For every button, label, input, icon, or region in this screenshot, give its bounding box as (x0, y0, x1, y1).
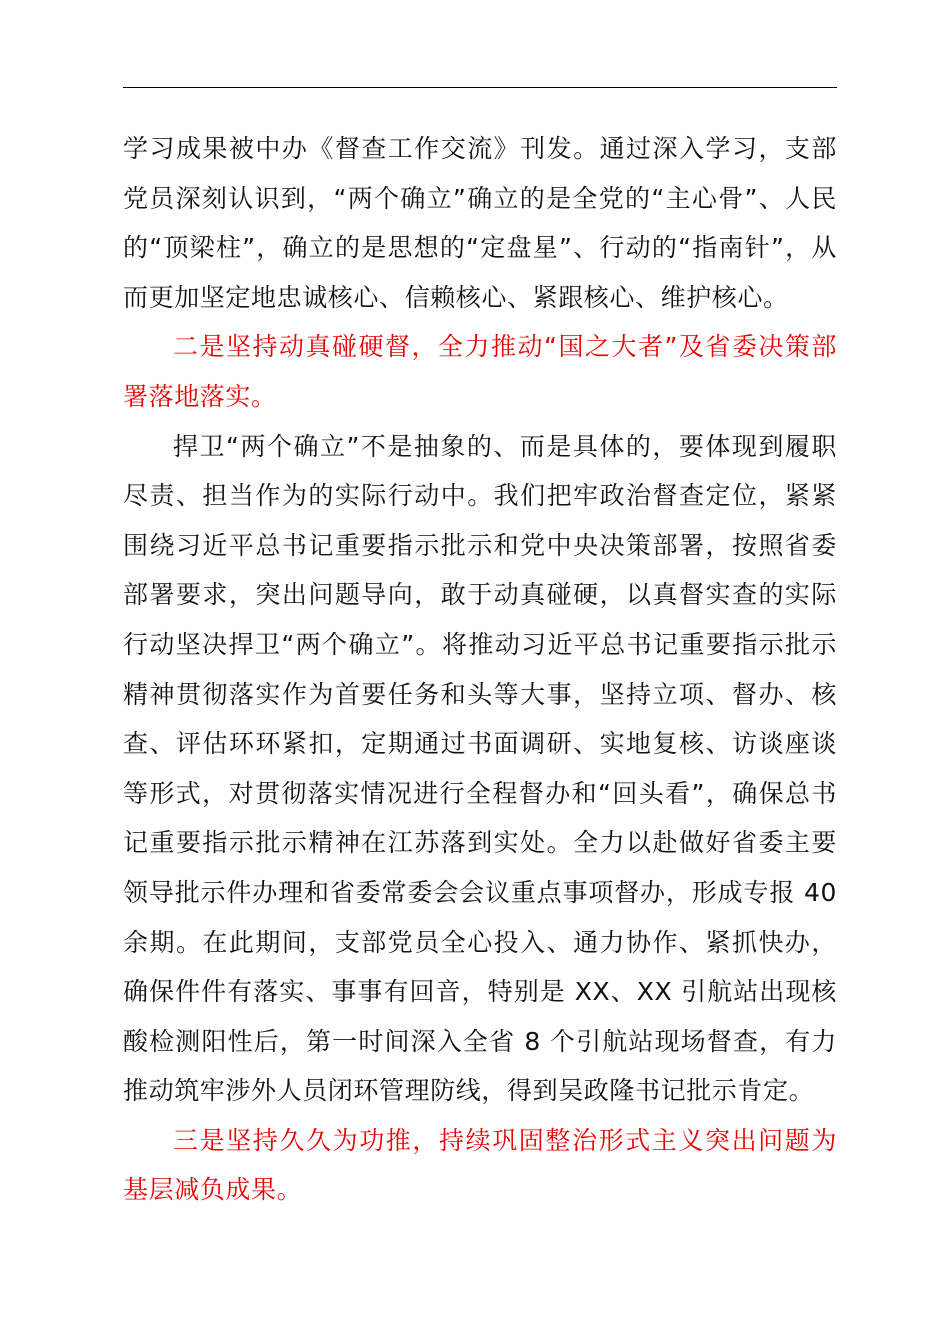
body-paragraph: 学习成果被中办《督查工作交流》刊发。通过深入学习，支部党员深刻认识到，“两个确立”确立的是全党的“主心骨”、人民的“顶梁柱”，确立的是思想的“定盘星”、行动的“指南针”，从而更加坚定地忠诚核心、信赖核心、紧跟核心、维护核心。 (123, 134, 837, 312)
section-heading-3: 三是坚持久久为功推，持续巩固整治形式主义突出问题为基层减负成果。 (123, 1125, 837, 1205)
document-body (123, 124, 837, 1215)
header-rule (123, 87, 837, 88)
body-paragraph: 捍卫“两个确立”不是抽象的、而是具体的，要体现到履职尽责、担当作为的实际行动中。我们把牢政治督查定位，紧紧围绕习近平总书记重要指示批示和党中央决策部署，按照省委部署要求，突出问题导向，敢于动真碰硬，以真督实查的实际行动坚决捍卫“两个确立”。将推动习近平总书记重要指示批示精神贯彻落实作为首要任务和头等大事，坚持立项、督办、核查、评估环环紧扣，定期通过书面调研、实地复核、访谈座谈等形式，对贯彻落实情况进行全程督办和“回头看”，确保总书记重要指示批示精神在江苏落到实处。全力以赴做好省委主要领导批示件办理和省委常委会会议重点事项督办，形成专报 40 余期。在此期间，支部党员全心投入、通力协作、紧抓快办，确保件件有落实、事事有回音，特别是 XX、XX 引航站出现核酸检测阳性后，第一时间深入全省 8 个引航站现场督查，有力推动筑牢涉外人员闭环管理防线，得到吴政隆书记批示肯定。 (123, 431, 837, 1106)
section-heading-2: 二是坚持动真碰硬督，全力推动“国之大者”及省委决策部署落地落实。 (123, 332, 837, 411)
